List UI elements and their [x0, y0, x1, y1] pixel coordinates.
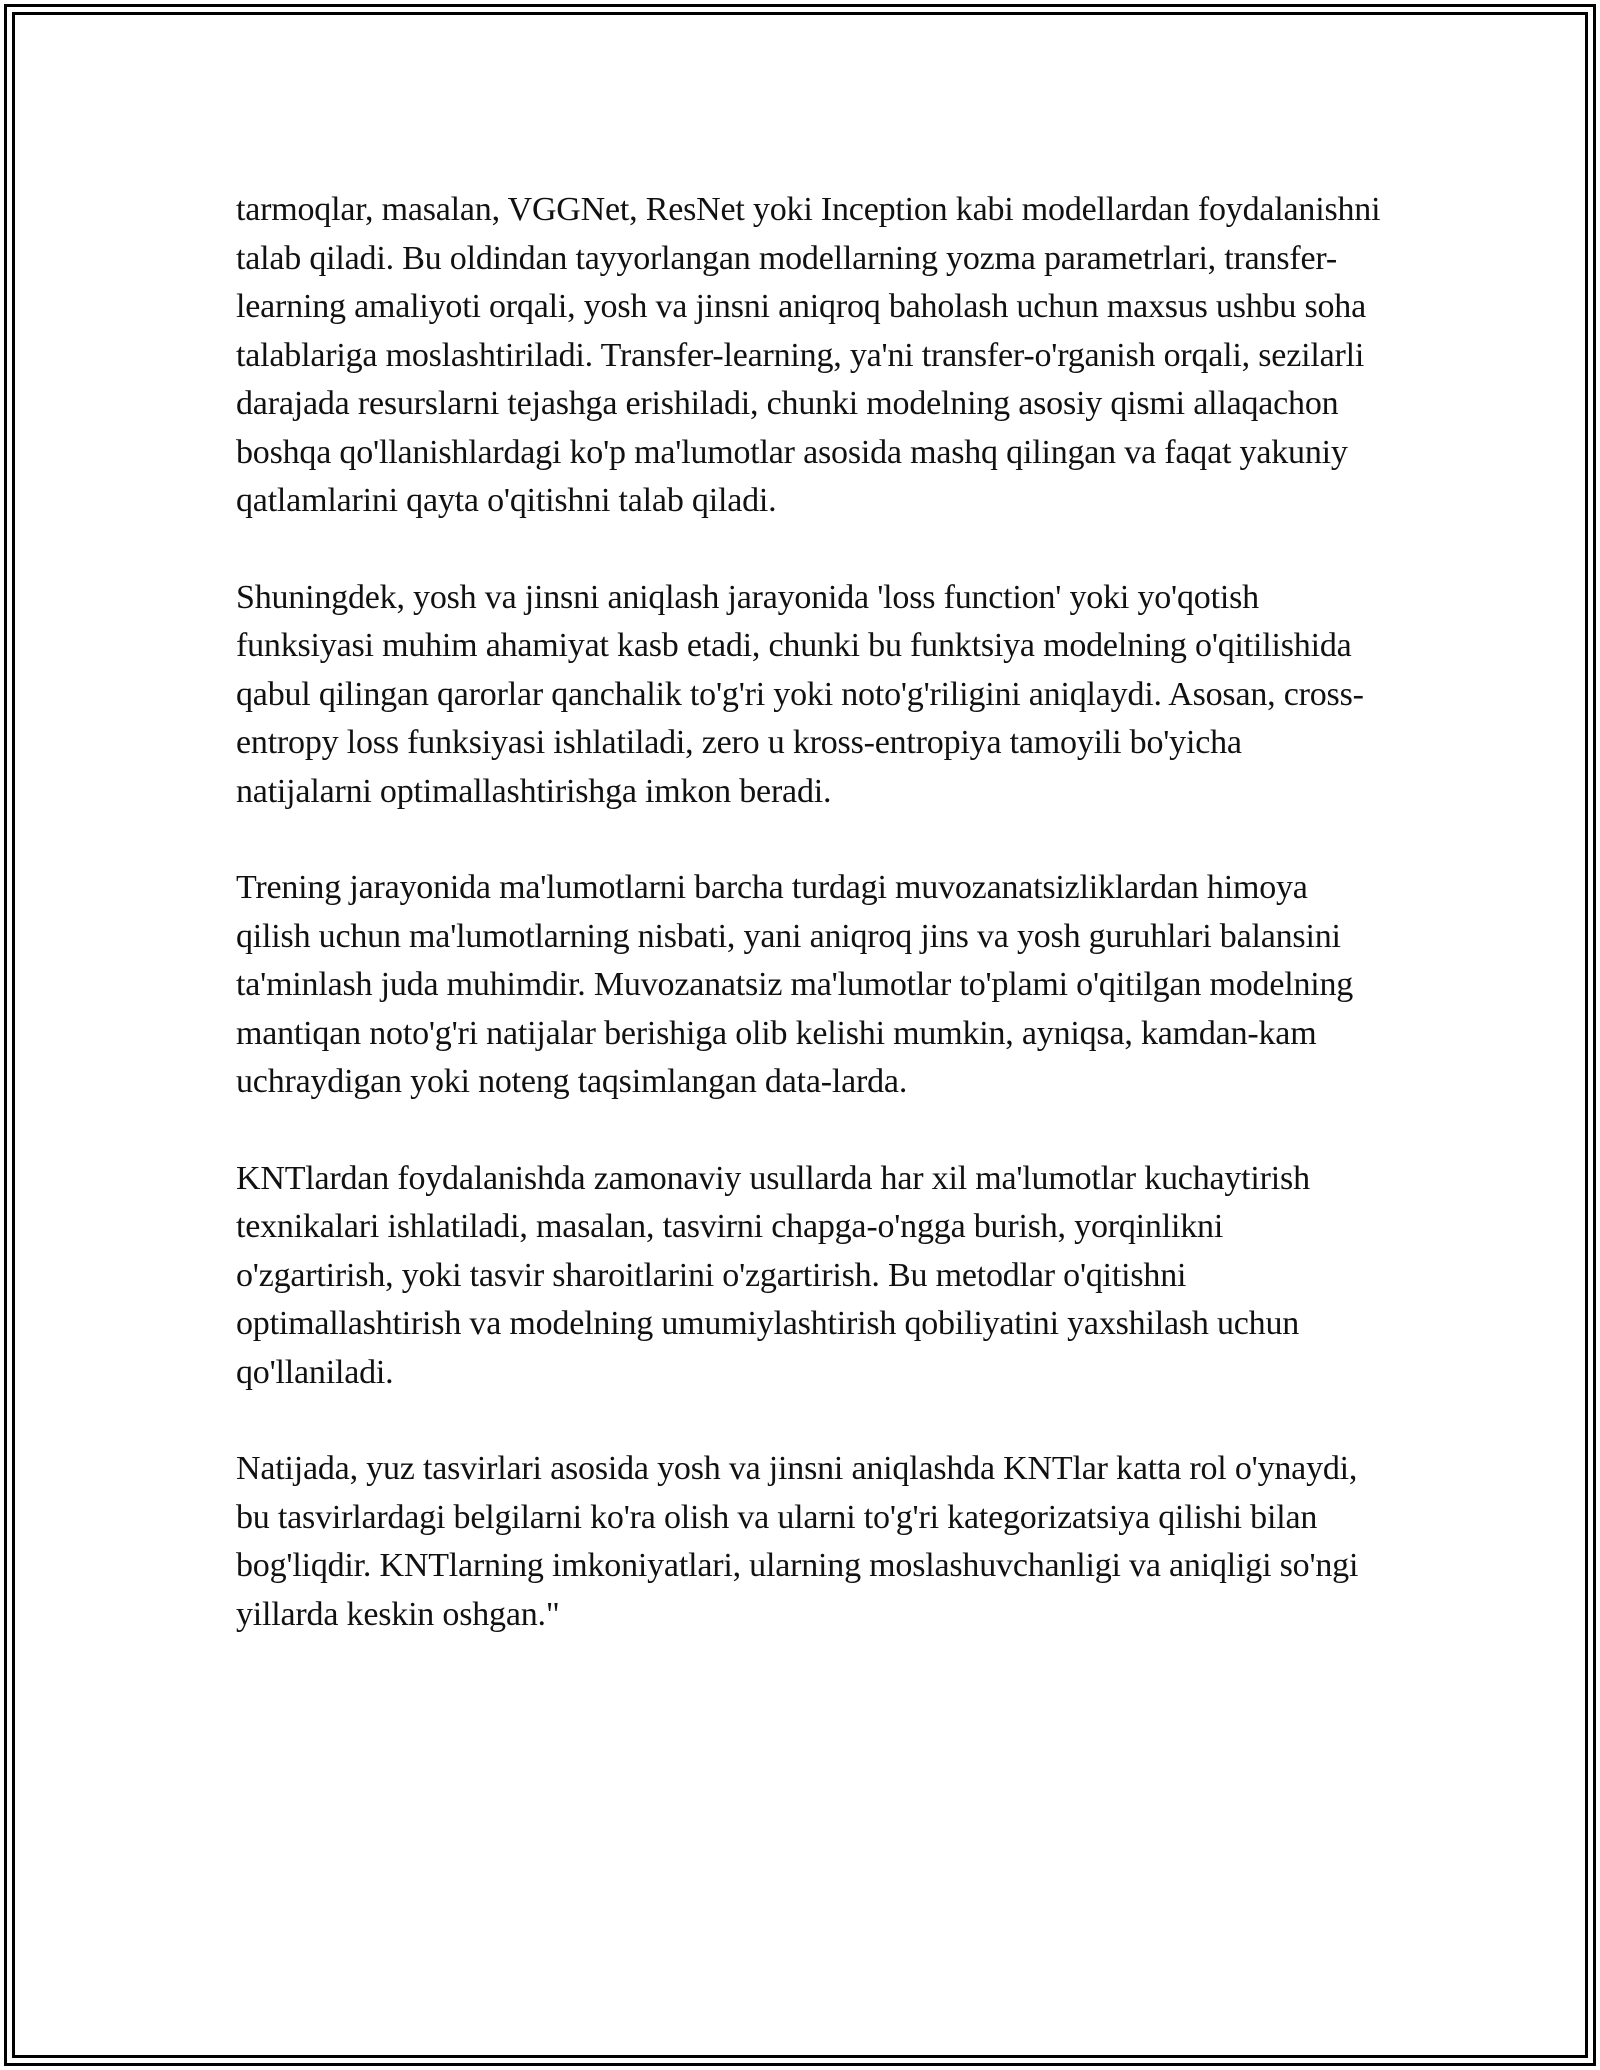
paragraph-data-augmentation: KNTlardan foydalanishda zamonaviy usullarda har xil ma'lumotlar kuchaytirish texnikalari ishlatiladi, masalan, tasvirni chapga-o'ngga burish, yorqinlikni o'zgartirish, yoki tasvir sharoitlarini o'zgartirish. Bu metodlar o'qitishni optimallashtirish va modelning umumiylashtirish qobiliyatini yaxshilash uchun qo'llaniladi.: [236, 1159, 1310, 1391]
paragraph-loss-function: Shuningdek, yosh va jinsni aniqlash jarayonida 'loss function' yoki yo'qotish funksiyasi muhim ahamiyat kasb etadi, chunki bu funktsiya modelning o'qitilishida qabul qilingan qarorlar qanchalik to'g'ri yoki noto'g'riligini aniqlaydi. Asosan, cross-entropy loss funksiyasi ishlatiladi, zero u kross-entropiya tamoyili bo'yicha natijalarni optimallashtirishga imkon beradi.: [236, 578, 1364, 810]
paragraph-transfer-learning: tarmoqlar, masalan, VGGNet, ResNet yoki Inception kabi modellardan foydalanishni talab qiladi. Bu oldindan tayyorlangan modellarning yozma parametrlari, transfer-learning amaliyoti orqali, yosh va jinsni aniqroq baholash uchun maxsus ushbu soha talablariga moslashtiriladi. Transfer-learning, ya'ni transfer-o'rganish orqali, sezilarli darajada resurslarni tejashga erishiladi, chunki modelning asosiy qismi allaqachon boshqa qo'llanishlardagi ko'p ma'lumotlar asosida mashq qilingan va faqat yakuniy qatlamlarini qayta o'qitishni talab qiladi.: [236, 191, 1381, 519]
document-body: [236, 186, 1381, 1687]
paragraph-conclusion: Natijada, yuz tasvirlari asosida yosh va jinsni aniqlashda KNTlar katta rol o'ynaydi, bu tasvirlardagi belgilarni ko'ra olish va ularni to'g'ri kategorizatsiya qilishi bilan bog'liqdir. KNTlarning imkoniyatlari, ularning moslashuvchanligi va aniqligi so'ngi yillarda keskin oshgan.": [236, 1450, 1359, 1633]
paragraph-data-balance: Trening jarayonida ma'lumotlarni barcha turdagi muvozanatsizliklardan himoya qilish uchun ma'lumotlarning nisbati, yani aniqroq jins va yosh guruhlari balansini ta'minlash juda muhimdir. Muvozanatsiz ma'lumotlar to'plami o'qitilgan modelning mantiqan noto'g'ri natijalar berishiga olib kelishi mumkin, ayniqsa, kamdan-kam uchraydigan yoki noteng taqsimlangan data-larda.: [236, 869, 1354, 1100]
